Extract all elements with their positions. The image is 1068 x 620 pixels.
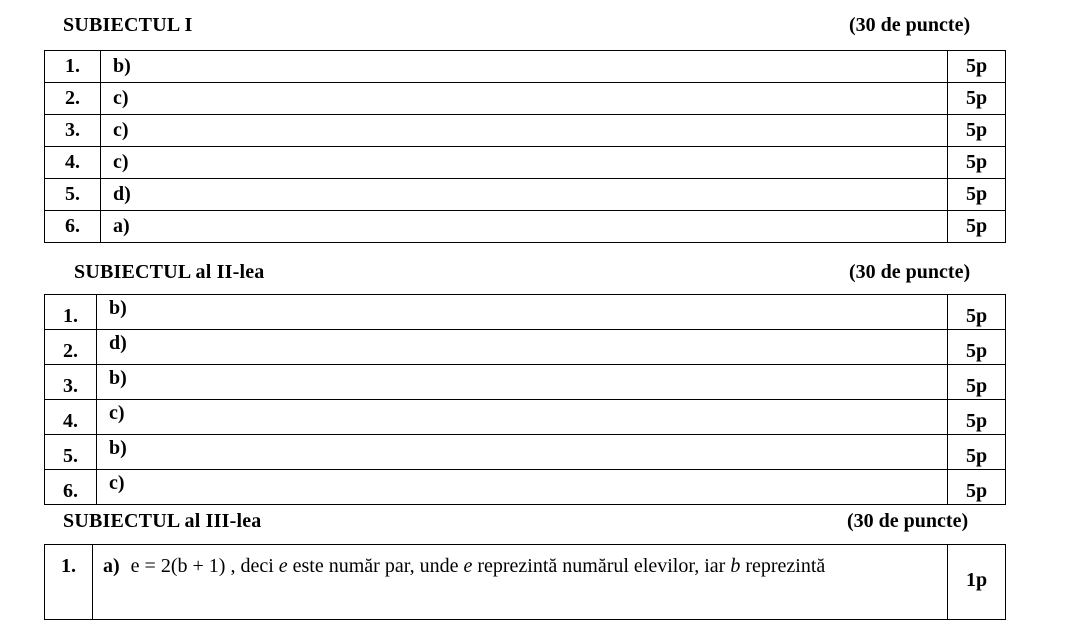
section-3-title: SUBIECTUL al III-lea (63, 510, 262, 532)
item-score: 5p (948, 330, 1006, 365)
item-number: 5. (45, 179, 101, 211)
item-score: 5p (948, 83, 1006, 115)
item-answer: c) (97, 400, 948, 435)
table-row (45, 147, 1006, 179)
item-score: 5p (948, 147, 1006, 179)
table-row (45, 51, 1006, 83)
item-answer: a) (101, 211, 948, 243)
item-solution-text (93, 545, 948, 620)
item-answer: d) (97, 330, 948, 365)
section-2-answer-table (44, 294, 1006, 505)
table-row (45, 295, 1006, 330)
section-2-title: SUBIECTUL al II-lea (74, 261, 265, 283)
item-var-e-2: e (463, 555, 473, 577)
item-number: 1. (45, 295, 97, 330)
item-number: 3. (45, 115, 101, 147)
item-number: 1. (45, 545, 93, 620)
item-score: 5p (948, 435, 1006, 470)
section-3-points: (30 de puncte) (847, 510, 969, 532)
item-score: 5p (948, 115, 1006, 147)
item-text-2: este număr par, unde (287, 555, 464, 577)
table-row (45, 435, 1006, 470)
item-score: 5p (948, 470, 1006, 505)
item-number: 1. (45, 51, 101, 83)
item-answer: c) (101, 147, 948, 179)
item-text-3: reprezintă numărul elevilor, iar (472, 555, 731, 577)
item-number: 6. (45, 211, 101, 243)
item-score: 5p (948, 179, 1006, 211)
item-score: 5p (948, 365, 1006, 400)
item-part-label: a) (103, 555, 120, 577)
section-1-points: (30 de puncte) (849, 14, 971, 36)
item-number: 2. (45, 330, 97, 365)
table-row (45, 211, 1006, 243)
table-row (45, 365, 1006, 400)
item-number: 2. (45, 83, 101, 115)
section-3-answer-table (44, 544, 1006, 620)
item-number: 4. (45, 147, 101, 179)
item-number: 4. (45, 400, 97, 435)
section-1-answer-table (44, 50, 1006, 243)
table-row (45, 330, 1006, 365)
item-answer: c) (97, 470, 948, 505)
section-2-points: (30 de puncte) (849, 261, 971, 283)
item-score: 5p (948, 400, 1006, 435)
table-row (45, 115, 1006, 147)
item-var-b: b (730, 555, 741, 577)
table-row (45, 83, 1006, 115)
item-score: 5p (948, 295, 1006, 330)
item-answer: b) (101, 51, 948, 83)
item-answer: b) (97, 295, 948, 330)
item-answer: c) (101, 83, 948, 115)
item-formula: e = 2(b + 1) (130, 555, 226, 577)
item-answer: b) (97, 365, 948, 400)
section-1-title: SUBIECTUL I (63, 14, 193, 36)
item-answer: d) (101, 179, 948, 211)
table-row (45, 179, 1006, 211)
table-row (45, 400, 1006, 435)
item-score: 5p (948, 211, 1006, 243)
item-text-1: , deci (225, 555, 279, 577)
item-score: 5p (948, 51, 1006, 83)
item-number: 6. (45, 470, 97, 505)
item-var-e: e (278, 555, 288, 577)
item-number: 3. (45, 365, 97, 400)
item-answer: b) (97, 435, 948, 470)
table-row (45, 545, 1006, 620)
item-score: 1p (948, 545, 1006, 620)
item-text-4: reprezintă (740, 555, 826, 577)
item-answer: c) (101, 115, 948, 147)
item-number: 5. (45, 435, 97, 470)
table-row (45, 470, 1006, 505)
